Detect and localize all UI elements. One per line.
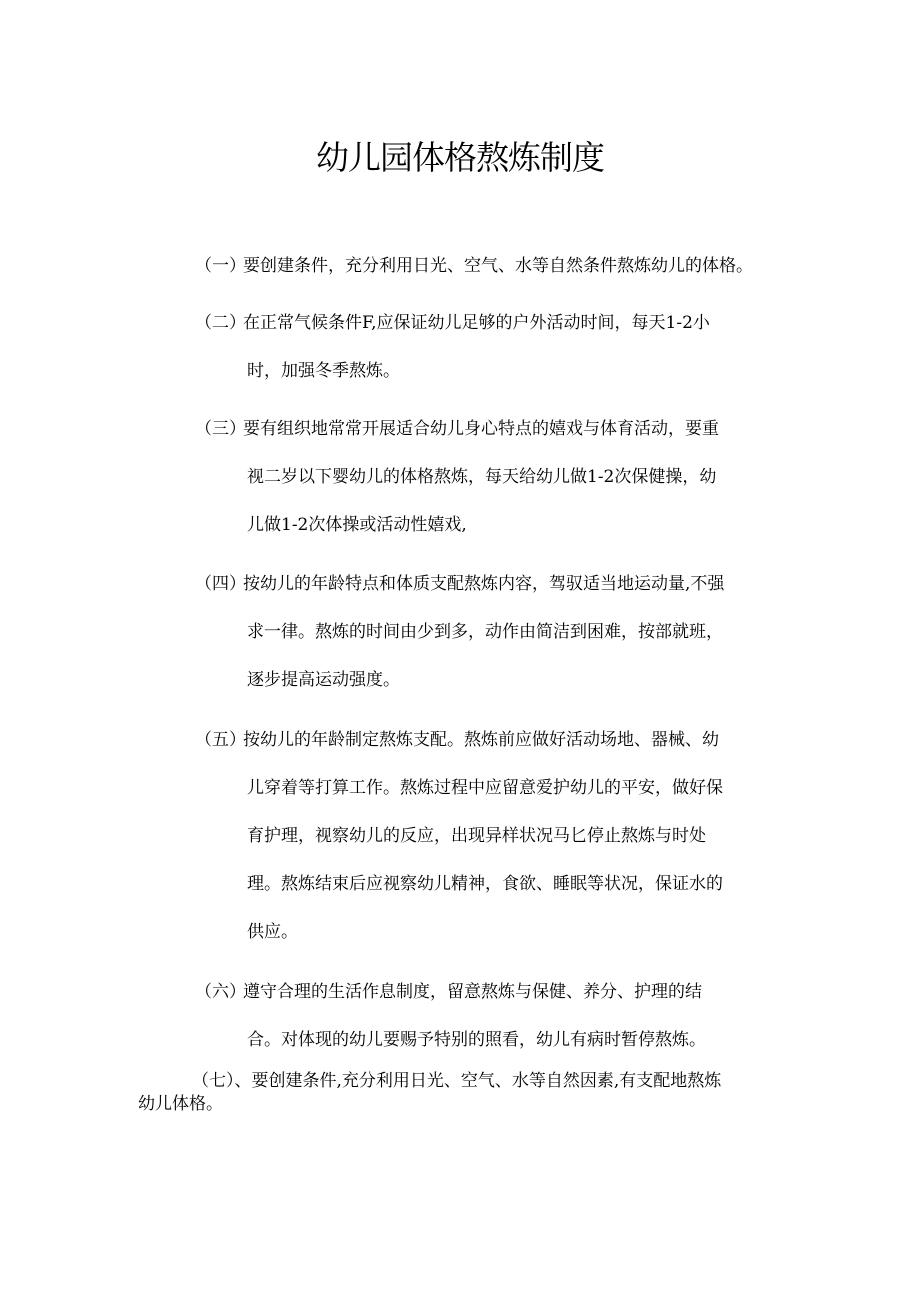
item-line: 合。对体现的幼儿要赐予特别的照看，幼儿有病时暂停熬炼。: [247, 1030, 706, 1050]
item-line: 求一律。熬炼的时间由少到多，动作由简洁到困难，按部就班，: [247, 622, 723, 642]
item-line: 理。熬炼结束后应视察幼儿精神，食欲、睡眠等状况，保证水的: [247, 874, 723, 894]
item-number: （一）: [195, 256, 246, 276]
item-number: （六）: [195, 982, 246, 1002]
item-number: （五）: [195, 730, 246, 750]
document-title: 幼儿园体格熬炼制度: [316, 138, 604, 177]
item-line: 儿穿着等打算工作。熬炼过程中应留意爱护幼儿的平安，做好保: [247, 778, 723, 798]
list-item-5: [195, 716, 723, 956]
item-line: 育护理，视察幼儿的反应，出现异样状况马匕停止熬炼与时处: [247, 826, 706, 846]
list-item-3: [195, 405, 719, 549]
item-number: （二）: [195, 313, 246, 333]
item-line: 逐步提高运动强度。: [247, 670, 400, 690]
item-line: （七）、要创建条件,充分利用日光、空气、水等自然因素,有支配地熬炼: [192, 1071, 722, 1091]
item-line: 在正常气候条件F,应保证幼儿足够的户外活动时间，每天1-2小: [243, 313, 710, 333]
item-line: 按幼儿的年龄制定熬炼支配。熬炼前应做好活动场地、器械、幼: [243, 730, 719, 750]
item-number: （三）: [195, 419, 246, 439]
item-line: 遵守合理的生活作息制度，留意熬炼与保健、养分、护理的结: [243, 982, 702, 1002]
item-line: 幼儿体格。: [138, 1094, 223, 1114]
list-item-1: [195, 242, 753, 290]
list-item-7: [138, 1070, 788, 1116]
item-line: 供应。: [247, 922, 298, 942]
item-line: 要有组织地常常开展适合幼儿身心特点的嬉戏与体育活动，要重: [243, 419, 719, 439]
list-item-4: [195, 560, 724, 704]
item-number: （四）: [195, 574, 246, 594]
list-item-2: [195, 299, 710, 395]
item-line: 视二岁以下婴幼儿的体格熬炼，每天给幼儿做1-2次保健操，幼: [247, 467, 717, 487]
list-item-6: [195, 968, 706, 1064]
item-line: 时，加强冬季熬炼。: [247, 361, 400, 381]
item-line: 儿做1-2次体操或活动性嬉戏,: [247, 515, 467, 535]
item-line: 按幼儿的年龄特点和体质支配熬炼内容，驾驭适当地运动量,不强: [243, 574, 725, 594]
item-line: 要创建条件，充分利用日光、空气、水等自然条件熬炼幼儿的体格。: [243, 256, 753, 276]
